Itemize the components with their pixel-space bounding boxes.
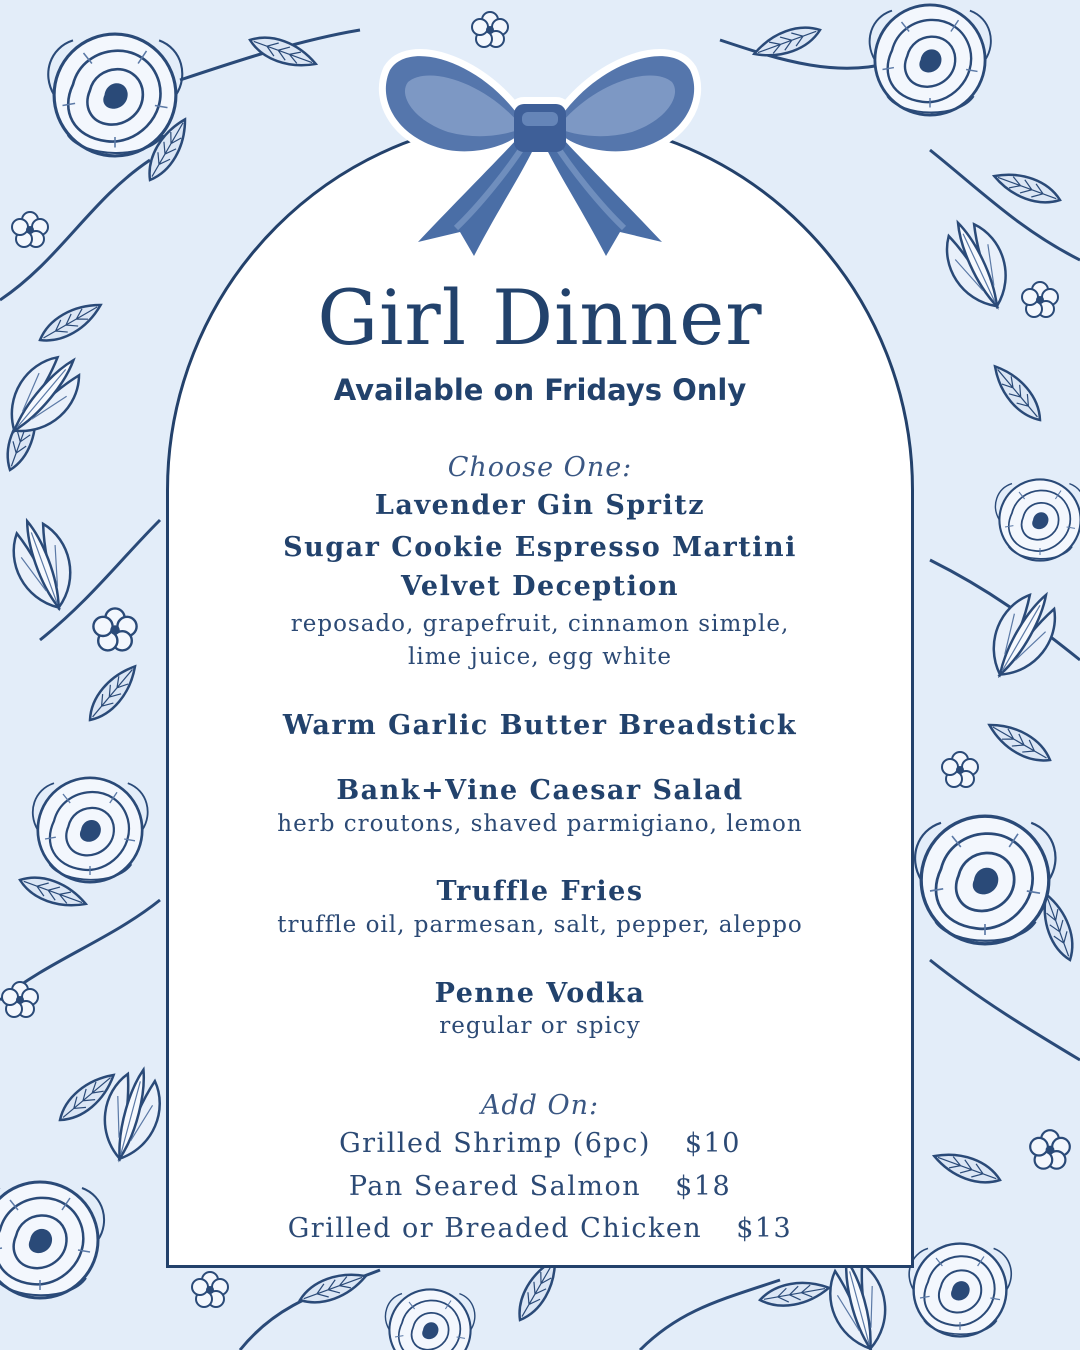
add-on-name: Pan Seared Salmon (348, 1171, 642, 1202)
drink-description: lime juice, egg white (408, 644, 672, 670)
drink-option: Velvet Deception (400, 571, 680, 602)
add-on-row (180, 1121, 900, 1167)
drink-option: Sugar Cookie Espresso Martini (283, 532, 797, 563)
menu-item-description: truffle oil, parmesan, salt, pepper, aleppo (277, 912, 803, 938)
add-on-row (180, 1206, 900, 1252)
menu-item-name: Penne Vodka (434, 978, 646, 1009)
menu-item-name: Bank+Vine Caesar Salad (336, 775, 744, 806)
bow-ribbon-icon (368, 20, 712, 265)
add-on-row (180, 1164, 900, 1210)
menu-subtitle: Available on Fridays Only (333, 373, 747, 407)
add-on-name: Grilled or Breaded Chicken (287, 1213, 703, 1244)
add-on-name: Grilled Shrimp (6pc) (339, 1128, 651, 1159)
add-on-price: $10 (684, 1128, 741, 1159)
drink-option: Lavender Gin Spritz (374, 490, 706, 521)
menu-item-name: Truffle Fries (436, 876, 644, 907)
menu-item-description: herb croutons, shaved parmigiano, lemon (277, 811, 803, 837)
choose-one-label: Choose One: (447, 452, 633, 483)
add-on-label: Add On: (480, 1090, 600, 1121)
menu-title: Girl Dinner (317, 273, 763, 362)
menu-item-description: regular or spicy (439, 1013, 641, 1039)
add-on-price: $13 (736, 1213, 793, 1244)
menu-item-name: Warm Garlic Butter Breadstick (282, 710, 798, 741)
add-on-price: $18 (675, 1171, 732, 1202)
drink-description: reposado, grapefruit, cinnamon simple, (290, 611, 790, 637)
